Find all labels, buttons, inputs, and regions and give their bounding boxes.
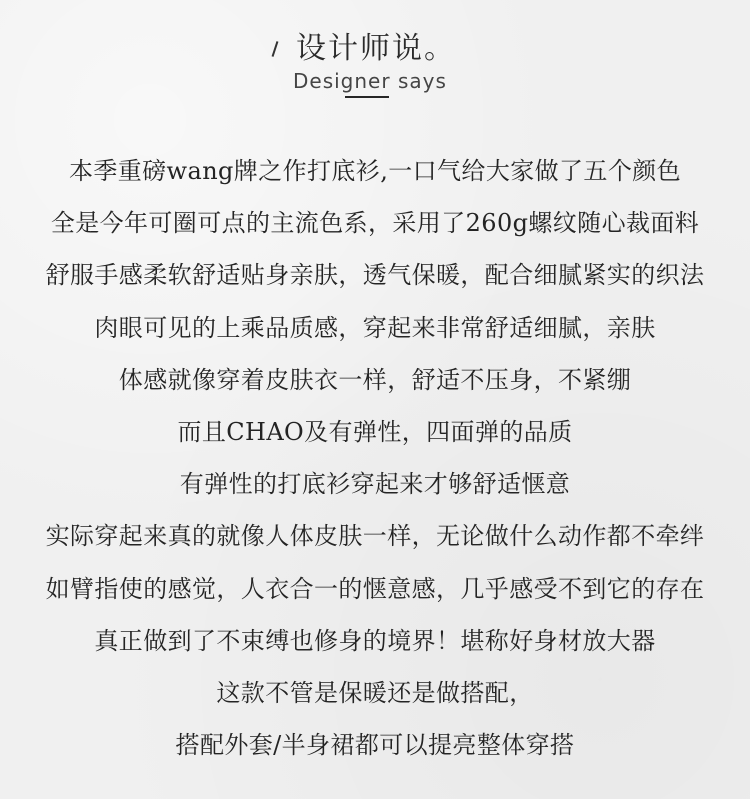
description-line: 搭配外套/半身裙都可以提亮整体穿搭 bbox=[175, 731, 575, 760]
description-line: 而且CHAO及有弹性，四面弹的品质 bbox=[177, 417, 573, 446]
description-line: 肉眼可见的上乘品质感，穿起来非常舒适细腻，亲肤 bbox=[94, 313, 656, 342]
section-header bbox=[0, 22, 750, 112]
description-line: 实际穿起来真的就像人体皮肤一样，无论做什么动作都不牵绊 bbox=[45, 522, 705, 551]
description-line: 如臂指使的感觉，人衣合一的惬意感，几乎感受不到它的存在 bbox=[45, 574, 705, 603]
description-line: 全是今年可圈可点的主流色系，采用了260g螺纹随心裁面料 bbox=[50, 209, 700, 238]
title-row bbox=[268, 32, 456, 66]
section-subtitle: Designer says bbox=[293, 69, 447, 93]
slash-icon bbox=[268, 35, 282, 63]
description-line: 这款不管是保暖还是做搭配， bbox=[216, 678, 534, 707]
description-line: 有弹性的打底衫穿起来才够舒适惬意 bbox=[179, 470, 571, 499]
description-line: 真正做到了不束缚也修身的境界！堪称好身材放大器 bbox=[94, 626, 656, 655]
subtitle-underline bbox=[345, 96, 389, 98]
description-line: 舒服手感柔软舒适贴身亲肤，透气保暖，配合细腻紧实的织法 bbox=[45, 261, 705, 290]
designer-description bbox=[0, 145, 750, 771]
description-line: 体感就像穿着皮肤衣一样，舒适不压身，不紧绷 bbox=[118, 365, 632, 394]
section-title: 设计师说。 bbox=[296, 31, 456, 66]
description-line: 本季重磅wang牌之作打底衫,一口气给大家做了五个颜色 bbox=[68, 157, 682, 185]
